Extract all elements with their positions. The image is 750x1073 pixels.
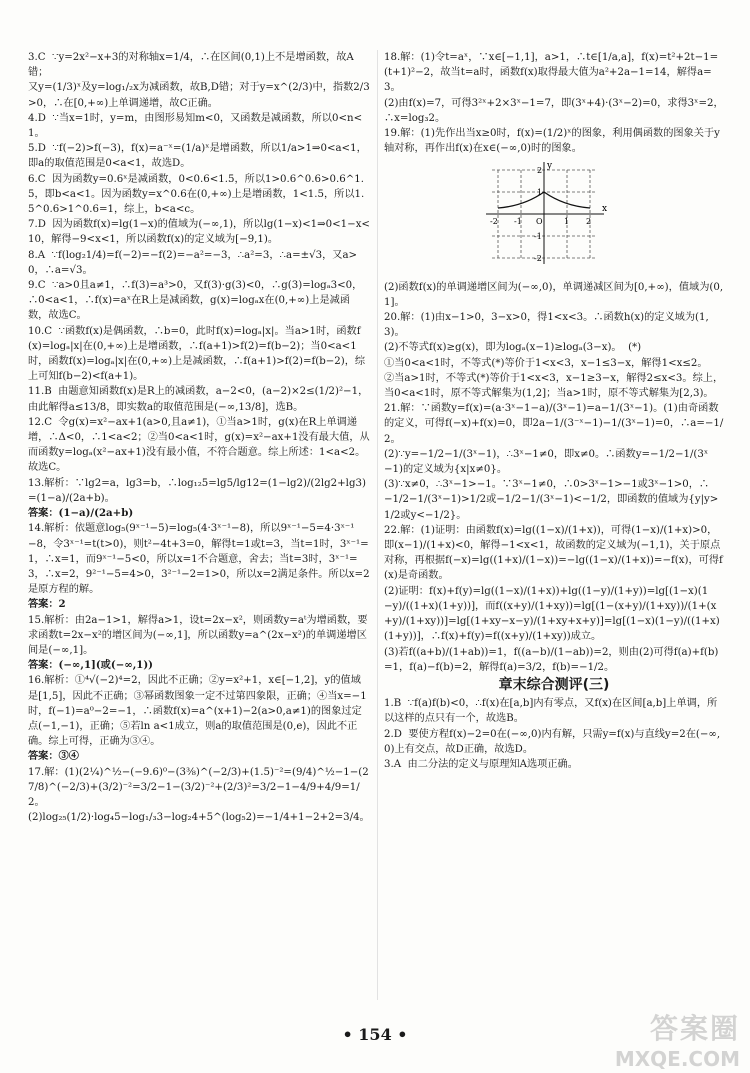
watermark-logo [610, 1007, 740, 1069]
tick-label: 1 [564, 217, 570, 227]
tick-label: -2 [534, 254, 542, 264]
answer-item: 2.D 要使方程f(x)−2=0在(−∞,0)内有解，只需y=f(x)与直线y=2在(−∞,0)上有交点，故D正确，故选D。 [384, 728, 721, 755]
answer-item: 4.D ∵当x=1时，y=m，由图形易知m<0，又函数是减函数，所以0<n<1。 [28, 112, 363, 140]
answer-item: (2)不等式f(x)≥g(x)，即为logₐ(x−1)≥logₐ(3−x)。 (*) [384, 342, 642, 354]
answer-item: (2)证明：f(x)+f(y)=lg((1−x)/(1+x))+lg((1−y)/(1+y))=lg[(1−x)(1−y)/((1+x)(1+y))]，而f((x+y)/(1+xy))=lg[(1−(x+y)/(1+xy))/(1+(x+y)/(1+xy))]=lg[(1+xy−x−y)/(1+xy+x+y)]=lg[(1−x)(1−y)/((1+x)(1+y))]，∴f(x)+f(y)=f((x+y)/(1+xy))成立。 [384, 585, 720, 643]
answer-item: 11.B 由题意知函数f(x)是R上的减函数，a−2<0，(a−2)×2≤(1/2)²−1，由此解得a≤13/8，即实数a的取值范围是(−∞,13/8]，选B。 [28, 386, 369, 413]
answer-item: (3)若f((a+b)/(1+ab))=1，f((a−b)/(1−ab))=2，则由(2)可得f(a)+f(b)=1，f(a)−f(b)=2，解得f(a)=3/2，f(b)=−1/2。 [384, 646, 719, 673]
answer-item: 1.B ∵f(a)f(b)<0，∴f(x)在[a,b]内有零点，又f(x)在区间[a,b]上单调，所以这样的点只有一个，故选B。 [384, 698, 718, 725]
answer-item: ①当0<a<1时，不等式(*)等价于1<x<3，x−1≤3−x，解得1<x≤2。 [384, 357, 708, 369]
column-divider [377, 50, 378, 1000]
answer-item: 14.解析：依题意log₅(9ˣ⁻¹−5)=log₅(4·3ˣ⁻¹−8)，所以9ˣ⁻¹−5=4·3ˣ⁻¹−8，令3ˣ⁻¹=t(t>0)，则t²−4t+3=0，解得t=1或t=3，当t=1时，3ˣ⁻¹=1，∴x=1，而9ˣ⁻¹−5<0，所以x=1不合题意，舍去；当t=3时，3ˣ⁻¹=3，∴x=2，9²⁻¹−5=4>0，3²⁻¹−2=1>0，所以x=2满足条件。所以x=2是原方程的解。 [28, 523, 370, 596]
answer-item: 18.解：(1)令t=aˣ，∵x∈[−1,1]，a>1，∴t∈[1/a,a]，f(x)=t²+2t−1=(t+1)²−2，故当t=a时，函数f(x)取得最大值为a²+2a−1=14，解得a=3。 [384, 52, 719, 94]
answer-item: 20.解：(1)由x−1>0，3−x>0，得1<x<3。∴函数h(x)的定义域为(1,3)。 [384, 312, 709, 339]
answer-item: (2)函数f(x)的单调递增区间为(−∞,0)，单调递减区间为[0,+∞)，值域为(0,1]。 [384, 281, 724, 308]
tick-label: -1 [514, 217, 522, 227]
function-graph [484, 160, 614, 270]
x-axis-label: x [602, 204, 608, 215]
answer-item: (2)∵y=−1/2−1/(3ˣ−1)，∴3ˣ−1≠0，即x≠0。∴函数y=−1/2−1/(3ˣ−1)的定义域为{x|x≠0}。 [384, 448, 709, 476]
answer-item: 16.解析：①⁴√(−2)⁴=2，因此不正确；②y=x²+1，x∈[−1,2]，y的值域是[1,5]，因此不正确；③幂函数图象一定不过第四象限，正确；④当x=−1时，f(−1)=a⁰−2=−1，∴函数f(x)=a^(x+1)−2(a>0,a≠1)的图象过定点(−1,−1)，正确；⑤若ln a<1成立，则a的取值范围是(0,e)，因此不正确。综上可得，正确为③④。 [28, 675, 367, 748]
answer-item: 10.C ∵函数f(x)是偶函数，∴b=0，此时f(x)=logₐ|x|。当a>1时，函数f(x)=logₐ|x|在(0,+∞)上是增函数，∴f(a+1)>f(2)=f(b−2)；当0<a<1时，函数f(x)=logₐ|x|在(0,+∞)上是减函数，∴f(a+1)>f(2)=f(b−2)，综上可知f(b−2)<f(a+1)。 [28, 325, 366, 383]
tick-label: -2 [490, 217, 498, 227]
answer-label: 答案：(1−a)/(2a+b) [28, 507, 134, 520]
tick-label: 2 [586, 217, 592, 227]
right-column [384, 50, 724, 772]
answer-item: 9.C ∵a>0且a≠1，∴f(3)=a³>0，又f(3)·g(3)<0，∴g(3)=logₐ3<0，∴0<a<1，∴f(x)=aˣ在R上是减函数，g(x)=logₐx在(0,+∞)上是减函数，故选C。 [28, 280, 363, 322]
tick-label: -1 [534, 232, 542, 242]
tick-label: 1 [537, 188, 543, 198]
answer-item: (2)由f(x)=7，可得3²ˣ+2×3ˣ−1=7，即(3ˣ+4)·(3ˣ−2)=0，求得3ˣ=2，∴x=log₃2。 [384, 97, 724, 124]
answer-item: (2)log₂₅(1/2)·log₄5−log₁/₃3−log₂4+5^(log₅2)=−1/4+1−2+2=3/4。 [28, 812, 370, 824]
answer-item: 又y=(1/3)ˣ及y=log₁/₂x为减函数，故B,D错；对于y=x^(2/3)中，指数2/3>0，∴在[0,+∞)上单调递增，故C正确。 [28, 82, 370, 109]
answer-item: 22.解：(1)证明：由函数f(x)=lg((1−x)/(1+x))，可得(1−x)/(1+x)>0，即(x−1)/(1+x)<0，解得−1<x<1，故函数的定义域为(−1,1)，关于原点对称，再根据f(−x)=lg((1+x)/(1−x))=−lg((1−x)/(1+x))=−f(x)，可得f(x)是奇函数。 [384, 524, 723, 582]
answer-item: 6.C 因为函数y=0.6ˣ是减函数，0<0.6<1.5，所以1>0.6^0.6>0.6^1.5，即b<a<1。因为函数y=x^0.6在(0,+∞)上是增函数，1<1.5，所以1.5^0.6>1^0.6=1，综上，b<a<c。 [28, 173, 365, 216]
answer-item: 3.A 由二分法的定义与原理知A选项正确。 [384, 758, 578, 770]
tick-label: O [536, 217, 543, 227]
answer-item: 8.A ∵f(log₂1/4)=f(−2)=−f(2)=−a²=−3，∴a²=3，∴a=±√3，又a>0，∴a=√3。 [28, 249, 358, 276]
answer-item: 19.解：(1)先作出当x≥0时，f(x)=(1/2)ˣ的图象，利用偶函数的图象关于y轴对称，再作出f(x)在x∈(−∞,0)时的图象。 [384, 128, 720, 155]
watermark-url: MXQE.COM [614, 1047, 740, 1071]
answer-item: (3)∵x≠0，∴3ˣ−1>−1。∵3ˣ−1≠0，∴0>3ˣ−1>−1或3ˣ−1>0，∴−1/2−1/(3ˣ−1)>1/2或−1/2−1/(3ˣ−1)<−1/2，即函数的值域为{y|y>1/2或y<−1/2}。 [384, 479, 719, 521]
answer-item: 5.D ∵f(−2)>f(−3)，f(x)=a⁻ˣ=(1/a)ˣ是增函数，所以1/a>1⇒0<a<1，即a的取值范围是0<a<1，故选D。 [28, 143, 367, 170]
answer-item: 15.解析：由2a−1>1，解得a>1，设t=2x−x²，则函数y=aᵗ为增函数，要求函数t=2x−x²的增区间为(−∞,1]，所以函数y=a^(2x−x²)的单调递增区间是(−∞,1]。 [28, 614, 368, 656]
answer-label: 答案：2 [28, 598, 66, 611]
tick-label: 2 [537, 166, 543, 176]
answer-item: 12.C 令g(x)=x²−ax+1(a>0,且a≠1)，①当a>1时，g(x)在R上单调递增，∴Δ<0，∴1<a<2；②当0<a<1时，g(x)=x²−ax+1没有最大值，从而函数y=logₐ(x²−ax+1)没有最小值，不符合题意。综上所述：1<a<2。故选C。 [28, 416, 370, 474]
answer-label: 答案：③④ [28, 750, 79, 763]
answer-item: 13.解析：∵lg2=a，lg3=b，∴log₁₂5=lg5/lg12=(1−lg2)/(2lg2+lg3)=(1−a)/(2a+b)。 [28, 477, 366, 504]
answer-item: 3.C ∵y=2x²−x+3的对称轴x=1/4，∴在区间(0,1)上不是增函数，故A错； [28, 52, 354, 79]
answer-item: ②当a>1时，不等式(*)等价于1<x<3，x−1≥3−x，解得2≤x<3。综上，当0<a<1时，原不等式解集为(1,2]；当a>1时，原不等式解集为[2,3)。 [384, 372, 724, 400]
section-title: 章末综合测评(三) [498, 676, 610, 693]
answer-label: 答案：(−∞,1](或(−∞,1)) [28, 659, 153, 672]
left-column [28, 50, 370, 825]
watermark-text: 答案圈 [649, 1012, 740, 1045]
answer-item: 7.D 因为函数f(x)=lg(1−x)的值域为(−∞,1)，所以lg(1−x)<1⇒0<1−x<10，解得−9<x<1，所以函数f(x)的定义域为[−9,1)。 [28, 219, 370, 246]
answer-item: 21.解：∵函数y=f(x)=(a·3ˣ−1−a)/(3ˣ−1)=a−1/(3ˣ−1)。(1)由奇函数的定义，可得f(−x)+f(x)=0，即2a−1/(3⁻ˣ−1)−1/(3ˣ−1)=0，∴a=−1/2。 [384, 403, 724, 445]
answer-item: 17.解：(1)(2¼)^½−(−9.6)⁰−(3⅜)^(−2/3)+(1.5)⁻²=(9/4)^½−1−(27/8)^(−2/3)+(3/2)⁻²=3/2−1−(3/2)⁻²+(2/3)²=3/2−1−4/9+4/9=1/2。 [28, 766, 369, 808]
page-number: • 154 • [342, 1025, 408, 1044]
y-axis-label: y [547, 161, 553, 172]
